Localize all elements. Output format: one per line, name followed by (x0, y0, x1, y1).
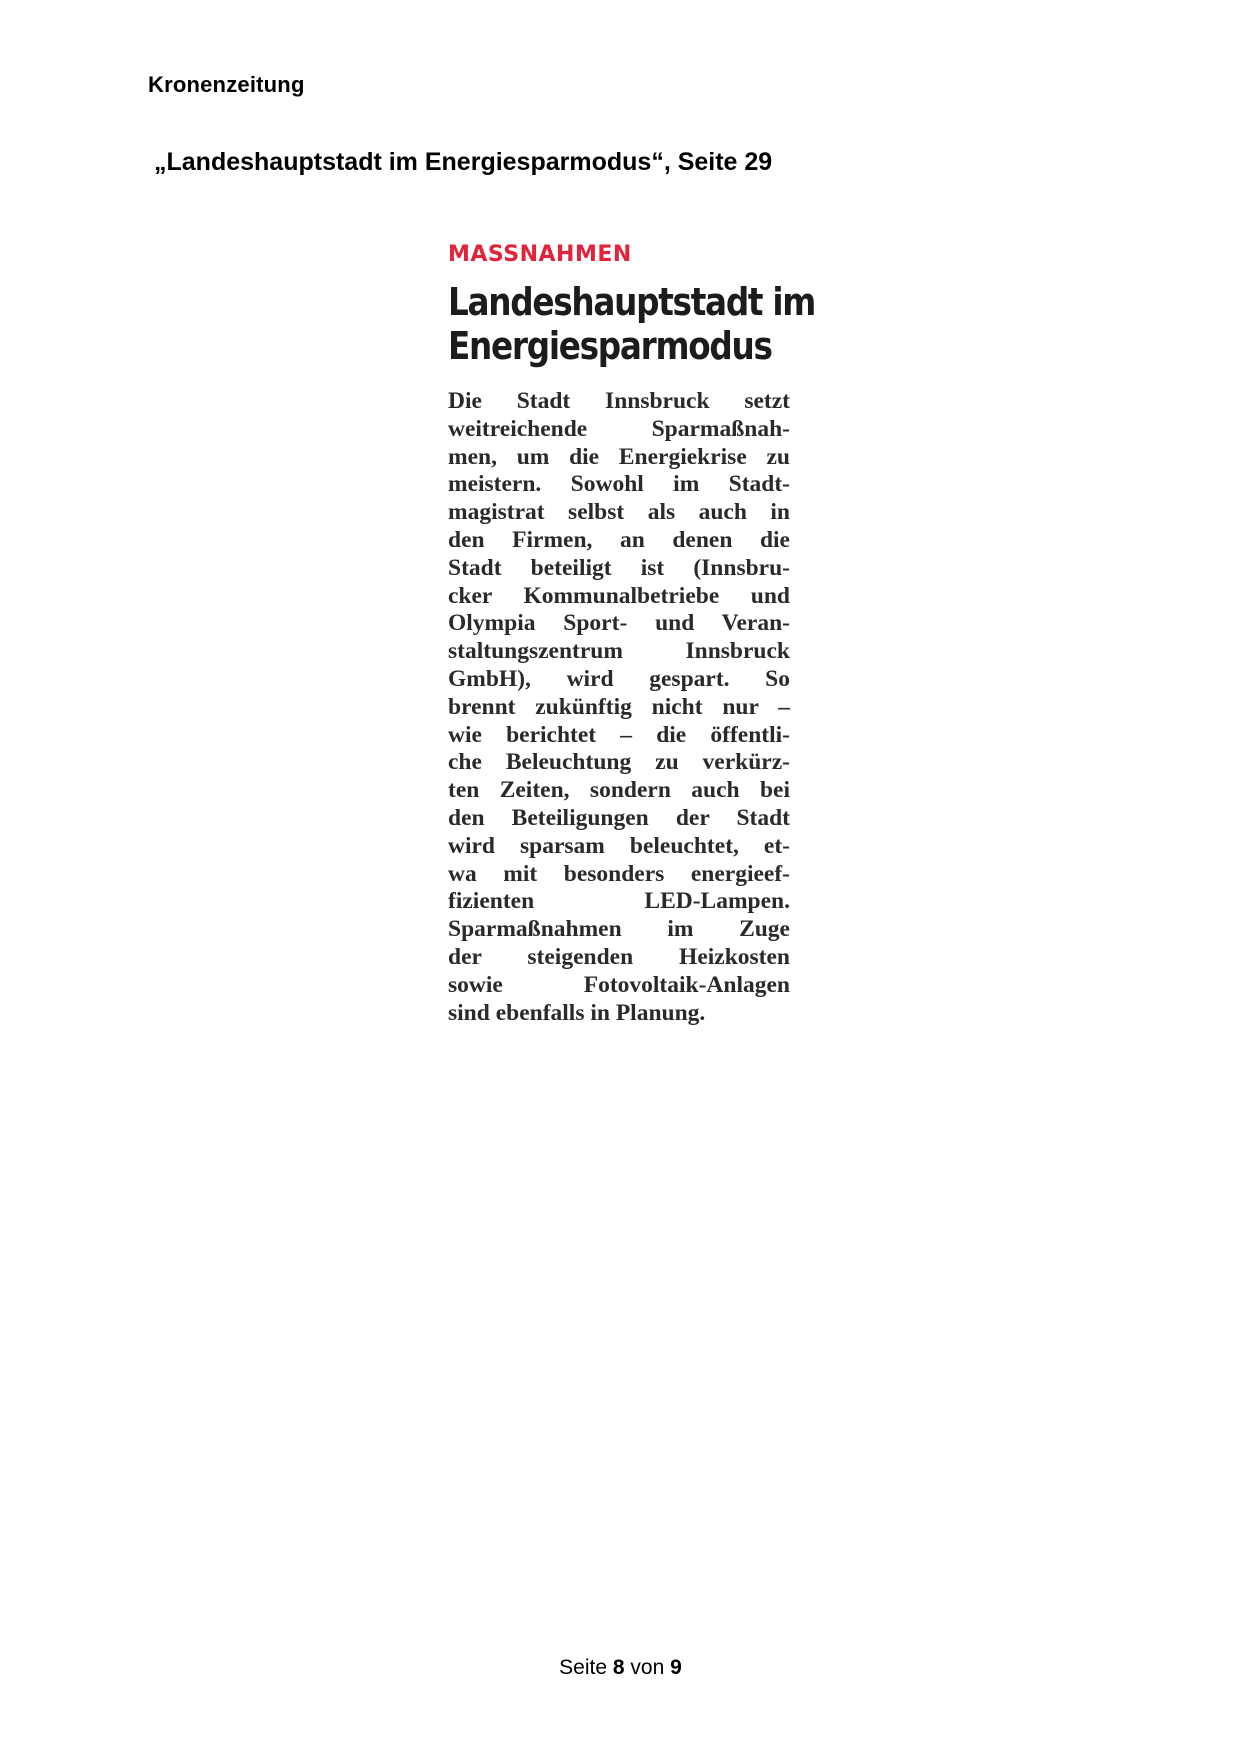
body-line: den Firmen, an denen die (448, 526, 790, 553)
body-line: wird sparsam beleuchtet, et- (448, 832, 790, 859)
footer-separator: von (630, 1656, 665, 1679)
body-line: Stadt beteiligt ist (Innsbru- (448, 554, 790, 581)
body-line: sowie Fotovoltaik-Anlagen (448, 971, 790, 998)
article-body (448, 388, 790, 1027)
body-line: Sparmaßnahmen im Zuge (448, 916, 790, 943)
publication-name: Kronenzeitung (148, 72, 305, 97)
body-line: brennt zukünftig nicht nur – (448, 693, 790, 720)
article-clipping (448, 240, 816, 1027)
body-line: wa mit besonders energieef- (448, 860, 790, 887)
body-line: meistern. Sowohl im Stadt- (448, 471, 790, 498)
document-title: „Landeshauptstadt im Energiesparmodus“, Seite 29 (154, 148, 773, 176)
body-line: che Beleuchtung zu verkürz- (448, 749, 790, 776)
headline-line: Energiesparmodus (448, 324, 772, 368)
article-kicker: MASSNAHMEN (448, 242, 632, 267)
body-line: sind ebenfalls in Planung. (448, 999, 706, 1026)
body-line: Die Stadt Innsbruck setzt (448, 388, 790, 414)
total-page-count: 9 (670, 1656, 682, 1679)
body-line: men, um die Energiekrise zu (448, 443, 790, 470)
body-line: cker Kommunalbetriebe und (448, 582, 790, 609)
body-line: staltungszentrum Innsbruck (448, 638, 790, 665)
body-line: ten Zeiten, sondern auch bei (448, 777, 790, 804)
body-line: fizienten LED-Lampen. (448, 888, 790, 915)
body-line: den Beteiligungen der Stadt (448, 804, 790, 831)
body-line: der steigenden Heizkosten (448, 943, 790, 970)
body-line: GmbH), wird gespart. So (448, 665, 790, 692)
body-line: magistrat selbst als auch in (448, 499, 790, 526)
page-footer (0, 1656, 1241, 1680)
body-line: Olympia Sport- und Veran- (448, 610, 790, 637)
footer-prefix: Seite (559, 1656, 608, 1679)
body-line: weitreichende Sparmaßnah- (448, 415, 790, 442)
article-headline (448, 280, 816, 368)
body-line: wie berichtet – die öffentli- (448, 721, 790, 748)
headline-line: Landeshauptstadt im (448, 280, 816, 324)
current-page-number: 8 (612, 1656, 625, 1679)
